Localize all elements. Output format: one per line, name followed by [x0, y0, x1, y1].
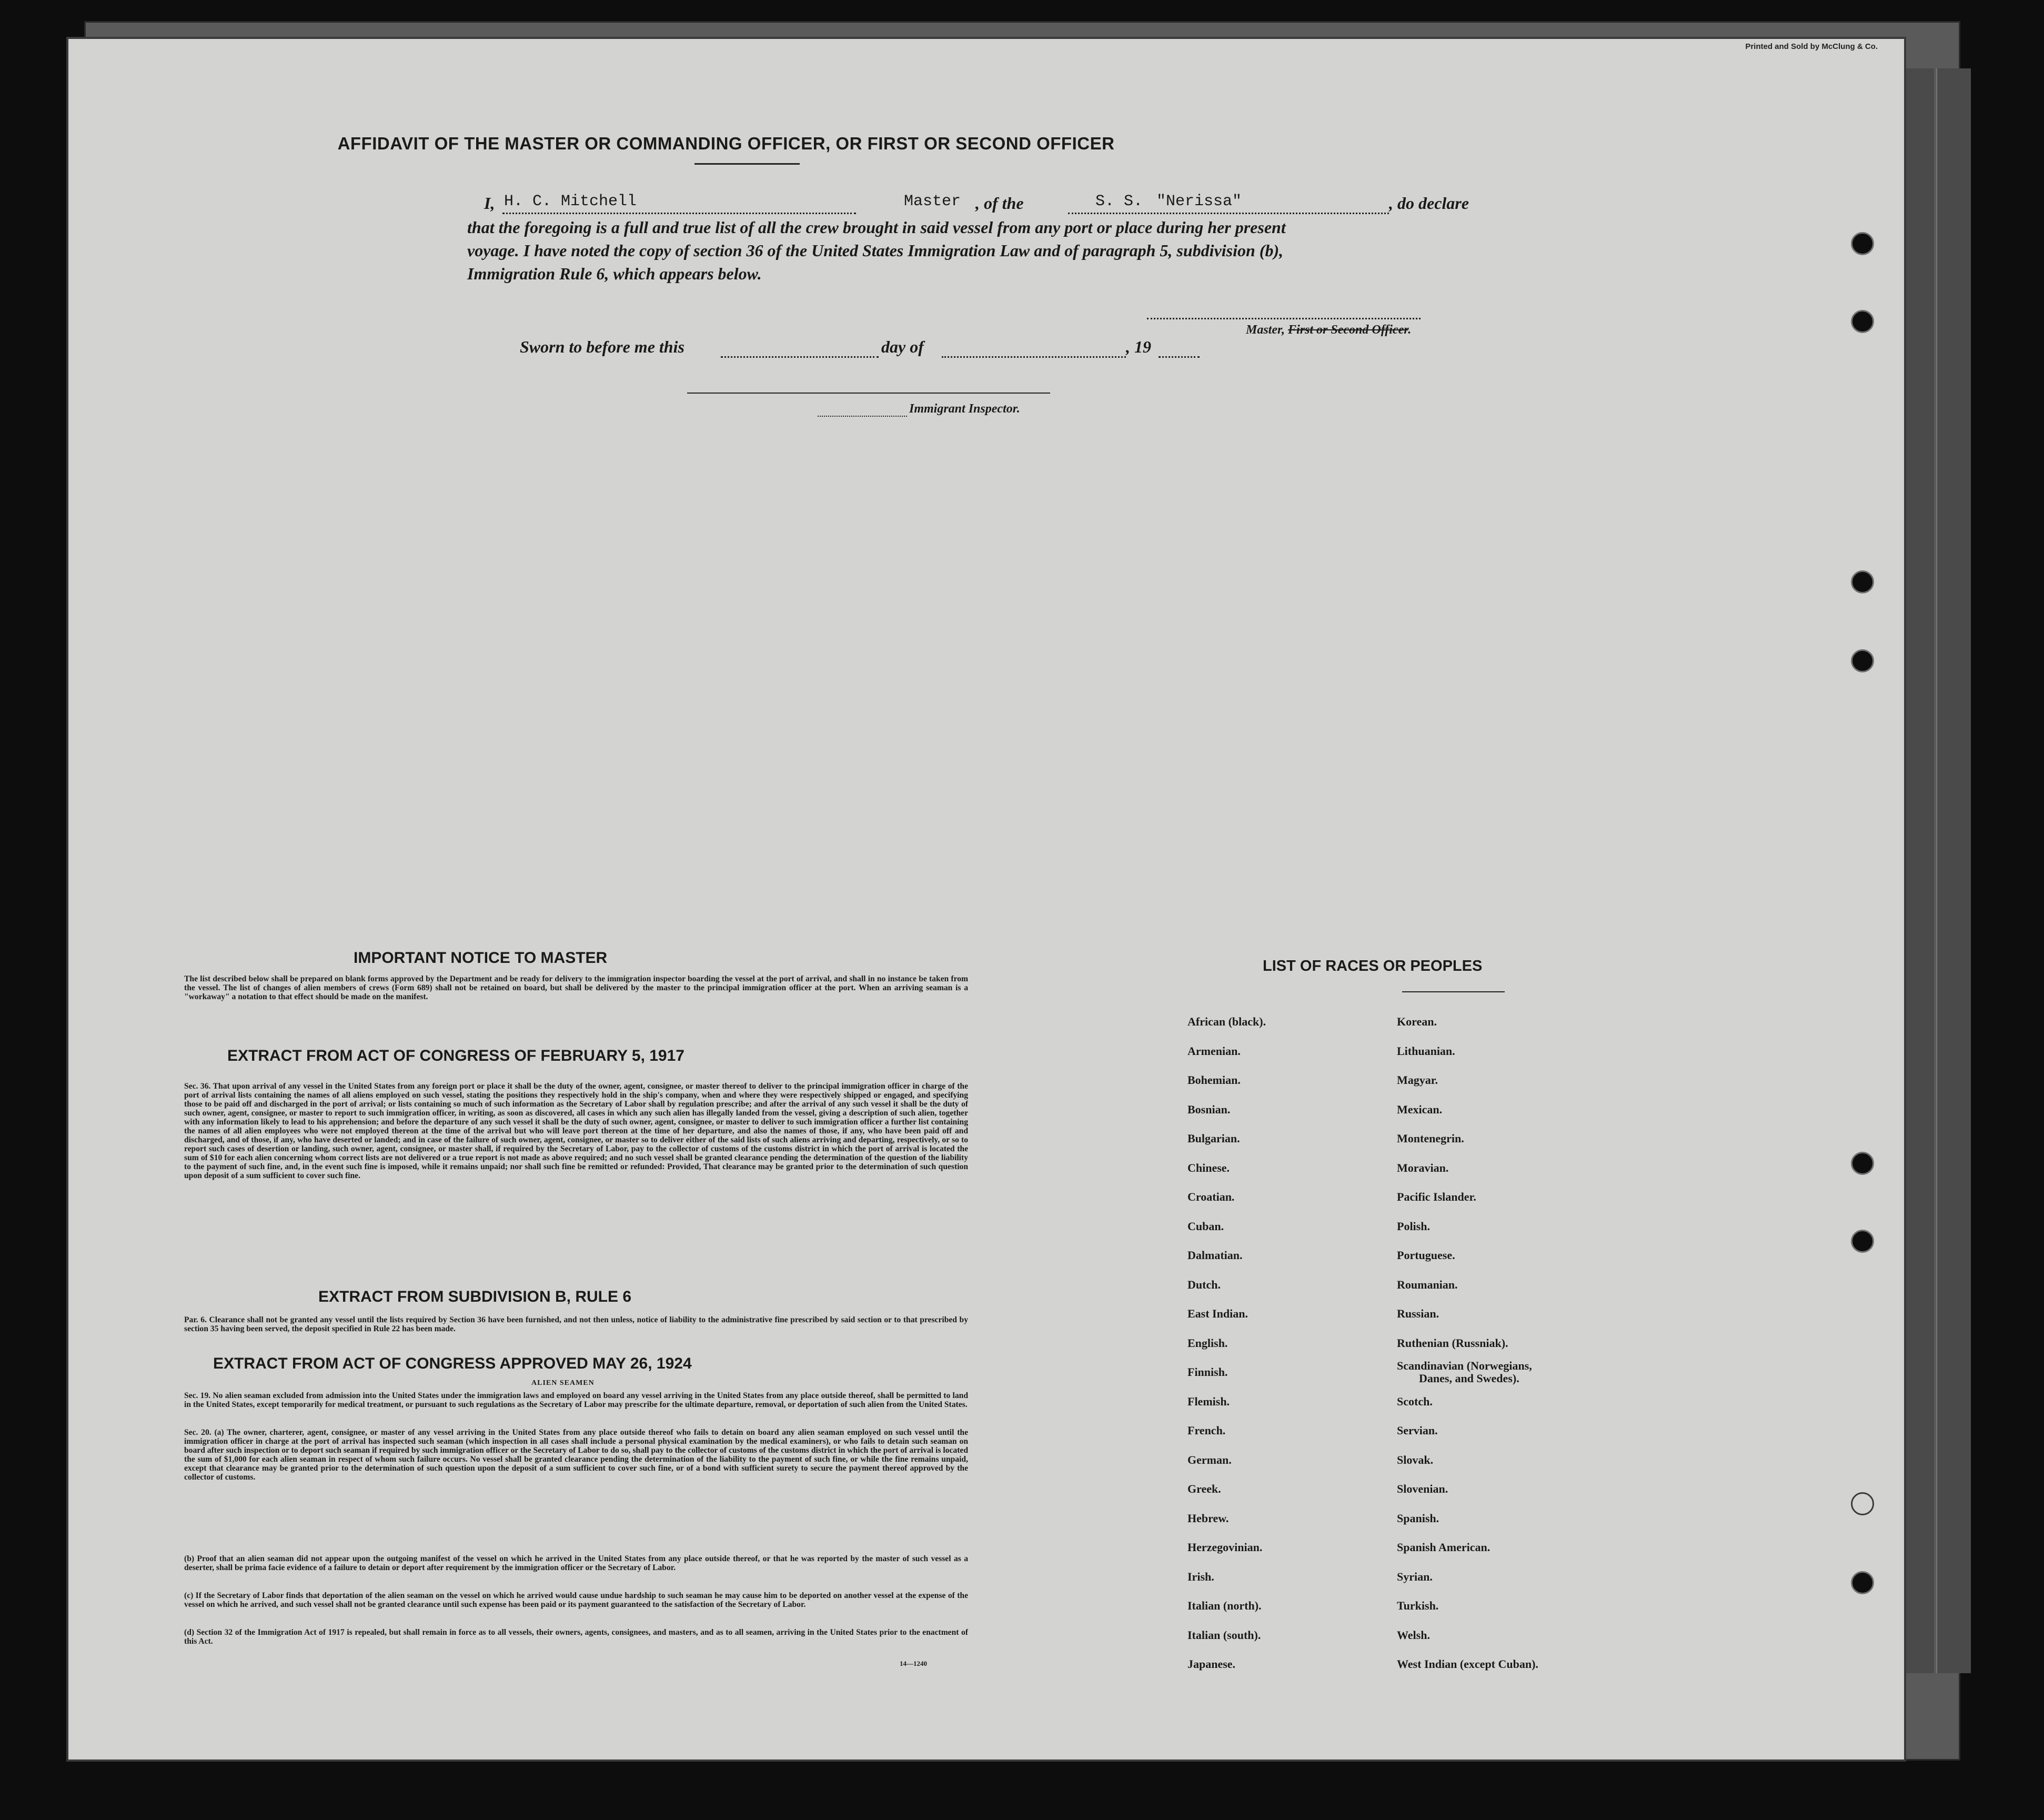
vessel-name-field[interactable]: "Nerissa" — [1156, 193, 1242, 210]
race-item: Flemish. — [1187, 1394, 1230, 1408]
divider — [694, 163, 800, 165]
race-item: Spanish American. — [1397, 1541, 1491, 1554]
affidavit-text-line: Immigration Rule 6, which appears below. — [467, 264, 762, 283]
race-item: African (black). — [1187, 1015, 1266, 1028]
race-item: Greek. — [1187, 1482, 1221, 1495]
sworn-label: Sworn to before me this — [520, 337, 684, 356]
race-item: Italian (south). — [1187, 1628, 1261, 1642]
race-item: Turkish. — [1397, 1599, 1439, 1612]
race-item: Irish. — [1187, 1570, 1214, 1583]
punch-hole — [1851, 1230, 1874, 1253]
race-item: Finnish. — [1187, 1365, 1228, 1379]
signature-label: Master, First or Second Officer. — [1246, 323, 1412, 337]
binder-edge — [1936, 68, 1971, 1673]
do-declare-label: , do declare — [1389, 194, 1469, 213]
punch-hole — [1851, 570, 1874, 594]
race-item: Herzegovinian. — [1187, 1541, 1263, 1554]
punch-hole — [1851, 232, 1874, 255]
affidavit-text-line: voyage. I have noted the copy of section 36 of the United States Immigration Law and of paragraph 5, subdivision (b), — [467, 241, 1284, 260]
races-right-column — [1397, 1007, 1538, 1679]
inspector-signature-line[interactable] — [687, 393, 1050, 394]
extract-rule6-title: EXTRACT FROM SUBDIVISION B, RULE 6 — [318, 1288, 632, 1305]
alien-seamen-subtitle: ALIEN SEAMEN — [531, 1379, 595, 1387]
affidavit-title: AFFIDAVIT OF THE MASTER OR COMMANDING OFFICER, OR FIRST OR SECOND OFFICER — [337, 134, 1115, 153]
dotted-leader — [818, 416, 907, 417]
punch-hole — [1851, 1152, 1874, 1175]
race-item: Korean. — [1397, 1015, 1437, 1028]
notice-text: The list described below shall be prepared on blank forms approved by the Department and be ready for delivery to the immigration inspector boarding the vessel at the port of arrival, and shall in no instance be taken from the vessel. The list of changes of alien members of crews (Form 689) shall not be retained on board, but shall be delivered by the master to the principal immigration officer at the port. When an arriving seaman is a "workaway" a notation to that effect should be made on the manifest. — [184, 974, 968, 1001]
race-item: Slovak. — [1397, 1453, 1434, 1466]
race-item: Servian. — [1397, 1424, 1438, 1437]
affidavit-page — [66, 37, 1906, 1762]
extract-1924-sec19: Sec. 19. No alien seaman excluded from admission into the United States under the immigration laws and employed on board any vessel arriving in the United States from any place outside thereof, shall be permitted to land in the United States, except temporarily for medical treatment, or pursuant to such regulations as the Secretary of Labor may prescribe for the ultimate departure, removal, or deportation of such alien from the United States. — [184, 1391, 968, 1409]
year-label: , 19 — [1126, 337, 1151, 356]
punch-hole — [1851, 1492, 1874, 1515]
declarant-name-field[interactable]: H. C. Mitchell — [504, 193, 637, 210]
declarant-prefix: I, — [484, 194, 495, 213]
punch-hole — [1851, 310, 1874, 333]
extract-1917-text: Sec. 36. That upon arrival of any vessel in the United States from any foreign port or place it shall be the duty of the owner, agent, consignee, or master thereof to deliver to the principal immigration officer in charge of the port of arrival lists containing the names of all aliens employed on such vessel, stating the positions they respectively hold in the ship's company, when and where they were respectively shipped or engaged, and specifying those to be paid off and discharged in the port of arrival; or lists containing so much of such information as the Secretary of Labor shall by regulation prescribe; and after the arrival of any such vessel it shall be the duty of such owner, agent, consignee, or master to report to such immigration officer, in writing, as soon as discovered, all cases in which any such alien has illegally landed from the vessel, giving a description of such alien, together with any information likely to lead to his apprehension; and before the departure of any such vessel it shall be the duty of such owner, agent, consignee, or master to deliver to such immigration officer a further list containing the names of all alien employees who were not employed thereon at the time of the arrival but who will leave port thereon at the time of her departure, and also the names of those, if any, who have been paid off and discharged, and of those, if any, who have deserted or landed; and in case of the failure of such owner, agent, consignee, or master so to deliver either of the said lists of such aliens arriving and departing, respectively, or so to report such cases of desertion or landing, such owner, agent, consignee, or master shall, if required by the Secretary of Labor, pay to the collector of customs of the customs district in which the port of arrival is located the sum of $10 for each alien concerning whom correct lists are not delivered or a true report is not made as above required; and no such vessel shall be granted clearance pending the determination of the question of the liability to the payment of such fine, and, in the event such fine is imposed, while it remains unpaid; nor shall such fine be remitted or refunded: Provided, That clearance may be granted prior to the determination of such question upon deposit of a sum sufficient to cover such fine. — [184, 1082, 968, 1180]
races-left-column — [1187, 1007, 1266, 1679]
extract-1924-title: EXTRACT FROM ACT OF CONGRESS APPROVED MAY 26, 1924 — [213, 1355, 692, 1372]
extract-1924-sec20b: (b) Proof that an alien seaman did not appear upon the outgoing manifest of the vessel on which he arrived in the United States from any place outside thereof, or that he was reported by the master of such vessel as a deserter, shall be prima facie evidence of a failure to detain or deport after requirement by the immigration officer or the Secretary of Labor. — [184, 1554, 968, 1572]
race-item: Italian (north). — [1187, 1599, 1262, 1612]
race-item: Bosnian. — [1187, 1102, 1231, 1116]
race-item: Moravian. — [1397, 1161, 1449, 1174]
race-item: Armenian. — [1187, 1044, 1241, 1058]
race-item: Russian. — [1397, 1307, 1439, 1320]
name-line — [502, 213, 856, 214]
race-item: Pacific Islander. — [1397, 1190, 1476, 1203]
race-item: English. — [1187, 1336, 1228, 1350]
race-item: Bohemian. — [1187, 1073, 1241, 1087]
race-item: Spanish. — [1397, 1511, 1439, 1525]
punch-hole — [1851, 1571, 1874, 1594]
race-item: Portuguese. — [1397, 1249, 1455, 1262]
sworn-day-field[interactable] — [721, 356, 879, 358]
race-item: Magyar. — [1397, 1073, 1438, 1087]
race-item: Hebrew. — [1187, 1511, 1229, 1525]
race-item: Croatian. — [1187, 1190, 1235, 1203]
race-item: Montenegrin. — [1397, 1132, 1464, 1145]
sworn-year-field[interactable] — [1159, 356, 1200, 358]
inspector-label: Immigrant Inspector. — [909, 402, 1020, 416]
vessel-prefix: S. S. — [1095, 193, 1143, 210]
extract-1924-sec20c: (c) If the Secretary of Labor finds that deportation of the alien seaman on the vessel on which he arrived would cause undue hardship to such seaman he may cause him to be deported on another vessel at the expense of the vessel on which he arrived, and such vessel shall not be granted clearance until such expense has been paid or its payment guaranteed to the satisfaction of the Secretary of Labor. — [184, 1591, 968, 1609]
race-item: Dutch. — [1187, 1278, 1221, 1291]
notice-title: IMPORTANT NOTICE TO MASTER — [354, 949, 608, 967]
race-item: Chinese. — [1187, 1161, 1230, 1174]
race-item: Slovenian. — [1397, 1482, 1448, 1495]
race-item: Bulgarian. — [1187, 1132, 1240, 1145]
punch-hole — [1851, 649, 1874, 672]
race-item: German. — [1187, 1453, 1232, 1466]
divider — [1402, 991, 1505, 992]
form-number: 14—1240 — [900, 1660, 927, 1667]
race-item: Mexican. — [1397, 1102, 1443, 1116]
day-of-label: day of — [881, 337, 924, 356]
extract-1917-title: EXTRACT FROM ACT OF CONGRESS OF FEBRUARY 5, 1917 — [227, 1047, 684, 1064]
extract-rule6-text: Par. 6. Clearance shall not be granted any vessel until the lists required by Section 36 have been furnished, and not then unless, notice of liability to the administrative fine prescribed by said section or to that prescribed by section 35 having been served, the deposit specified in Rule 22 has been made. — [184, 1315, 968, 1333]
vessel-line — [1068, 213, 1389, 214]
race-item: East Indian. — [1187, 1307, 1248, 1320]
race-item: Roumanian. — [1397, 1278, 1458, 1291]
affidavit-text-line: that the foregoing is a full and true list of all the crew brought in said vessel from any port or place during her present — [467, 218, 1286, 237]
race-item: Welsh. — [1397, 1628, 1430, 1642]
of-the-label: , of the — [975, 194, 1024, 213]
declarant-rank-field[interactable]: Master — [904, 193, 961, 210]
race-item: Dalmatian. — [1187, 1249, 1243, 1262]
race-item: French. — [1187, 1424, 1226, 1437]
sworn-month-field[interactable] — [942, 356, 1126, 358]
race-item: Polish. — [1397, 1219, 1430, 1233]
signature-line[interactable] — [1147, 318, 1421, 319]
race-item: Scotch. — [1397, 1394, 1433, 1408]
race-item: Japanese. — [1187, 1657, 1236, 1671]
extract-1924-sec20a: Sec. 20. (a) The owner, charterer, agent, consignee, or master of any vessel arriving in the United States from any place outside thereof who fails to detain on board any alien seaman employed on such vessel until the immigration officer in charge at the port of arrival has inspected such seaman (which inspection in all cases shall include a personal physical examination by the medical examiners), or who fails to detain such seaman on board after such inspection or to deport such seaman if required by such immigration officer or the Secretary of Labor to do so, shall pay to the collector of customs of the customs district in which the port of arrival is located the sum of $1,000 for each alien seaman in respect of whom such failure occurs. No vessel shall be granted clearance pending the determination of the liability to the payment of such fine, or while the fine remains unpaid, except that clearance may be granted prior to the determination of such question upon the deposit of a sum sufficient to cover such fine, or of a bond with sufficient surety to secure the payment thereof approved by the collector of customs. — [184, 1428, 968, 1482]
races-title: LIST OF RACES OR PEOPLES — [1263, 958, 1483, 974]
extract-1924-sec20d: (d) Section 32 of the Immigration Act of 1917 is repealed, but shall remain in force as to all vessels, their owners, agents, consignees, and masters, and as to all seamen, arriving in the United States prior to the enactment of this Act. — [184, 1628, 968, 1646]
race-item: West Indian (except Cuban). — [1397, 1657, 1538, 1671]
race-item: Scandinavian (Norwegians, Danes, and Swedes). — [1397, 1359, 1532, 1385]
race-item: Syrian. — [1397, 1570, 1433, 1583]
race-item: Ruthenian (Russniak). — [1397, 1336, 1508, 1350]
race-item: Cuban. — [1187, 1219, 1224, 1233]
race-item: Lithuanian. — [1397, 1044, 1455, 1058]
printer-mark: Printed and Sold by McClung & Co. — [1745, 42, 1878, 51]
